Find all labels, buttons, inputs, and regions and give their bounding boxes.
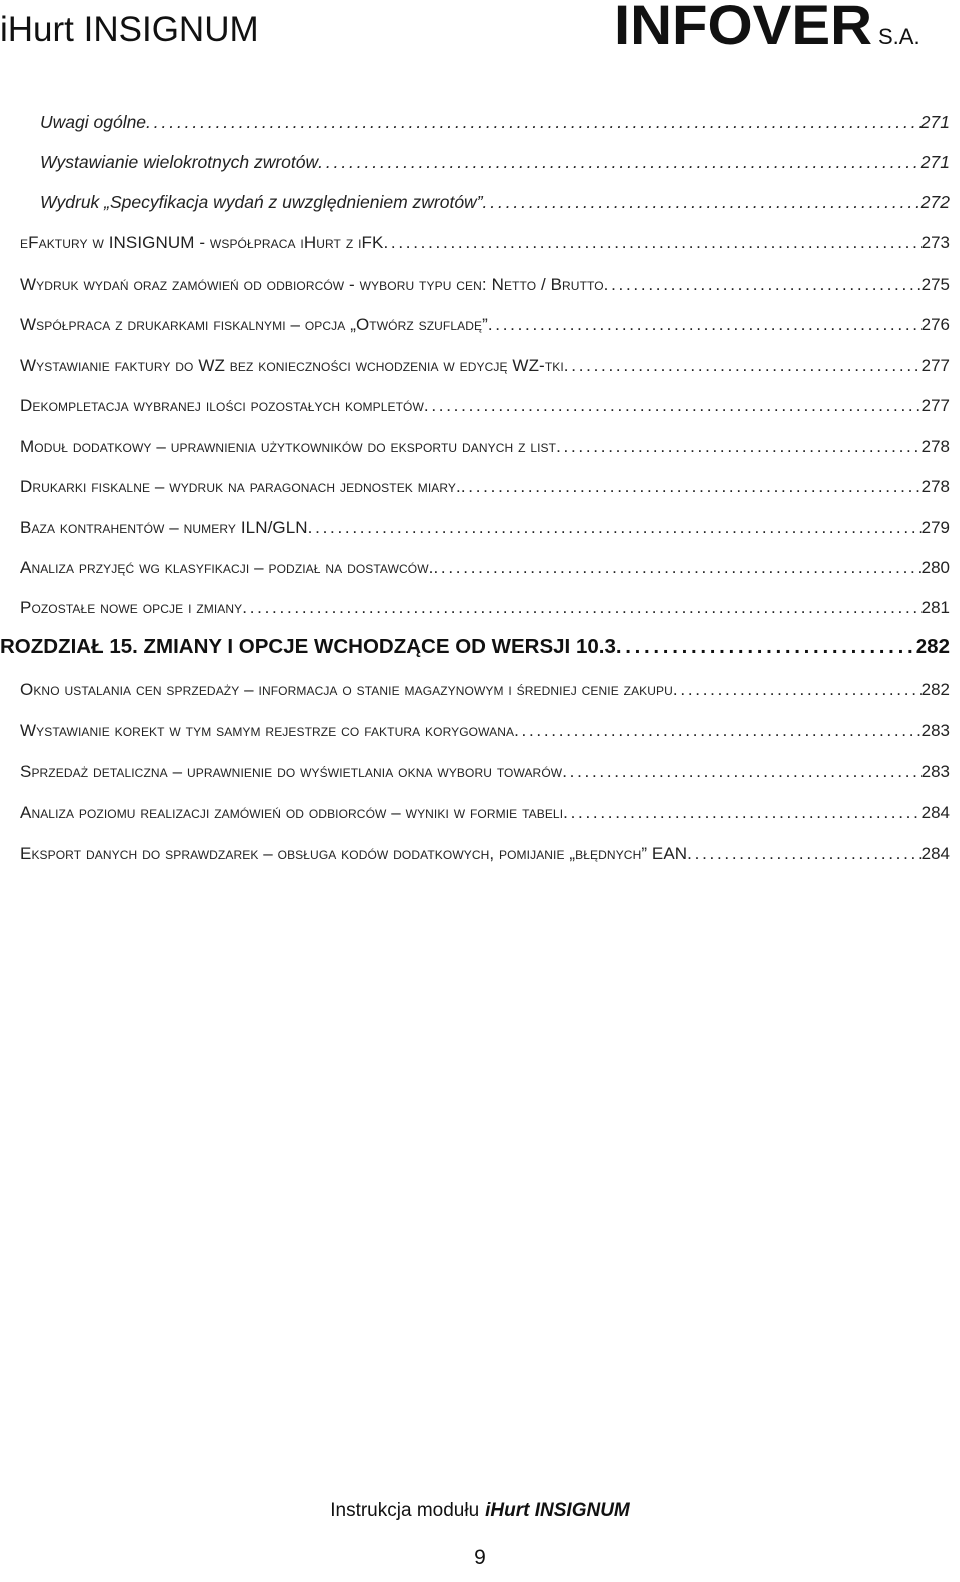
toc-entry-title: Eksport danych do sprawdzarek – obsługa kodów dodatkowych, pomijanie „błędnych” EAN <box>20 844 688 863</box>
toc-entry-page: 278 <box>921 437 950 456</box>
toc-entry-page: 277 <box>921 356 950 375</box>
toc-dot-leader <box>563 803 922 823</box>
toc-dot-leader <box>556 437 922 457</box>
toc-dot-leader <box>242 598 921 618</box>
toc-entry-title: eFaktury w INSIGNUM - współpraca iHurt z iFK <box>20 233 384 252</box>
page-footer <box>0 1500 960 1522</box>
toc-entry-title: Analiza przyjęć wg klasyfikacji – podział na dostawców. <box>20 558 434 577</box>
document-title: iHurt INSIGNUM <box>0 10 259 49</box>
toc-entry-title: Okno ustalania cen sprzedaży – informacja o stanie magazynowym i średniej cenie zakupu <box>20 680 673 699</box>
toc-entry-page: 282 <box>915 635 950 658</box>
toc-dot-leader <box>318 152 921 173</box>
toc-entry-title: Uwagi ogólne <box>40 112 147 132</box>
toc-entry[interactable] <box>40 143 950 173</box>
toc-entry-page: 280 <box>921 558 950 577</box>
toc-entry[interactable] <box>20 670 950 700</box>
toc-entry[interactable] <box>20 346 950 376</box>
toc-entry[interactable] <box>20 508 950 538</box>
infover-logo <box>614 0 932 50</box>
toc-entry-title: Moduł dodatkowy – uprawnienia użytkowników do eksportu danych z list <box>20 437 557 456</box>
toc-entry[interactable] <box>20 386 950 416</box>
toc-entry[interactable] <box>20 223 950 253</box>
toc-entry[interactable] <box>20 752 950 782</box>
toc-dot-leader <box>308 518 922 538</box>
toc-entry-title: Dekompletacja wybranej ilości pozostałych kompletów <box>20 396 424 415</box>
toc-entry[interactable] <box>40 183 950 213</box>
toc-entry-page: 275 <box>921 275 950 294</box>
toc-dot-leader <box>146 112 921 133</box>
toc-dot-leader <box>514 721 922 741</box>
toc-dot-leader <box>488 315 922 335</box>
toc-entry-page: 283 <box>921 721 950 740</box>
page-header <box>0 0 960 60</box>
footer-label: Instrukcja modułu <box>330 1500 480 1521</box>
toc-dot-leader <box>687 844 921 864</box>
toc-entry-title: Baza kontrahentów – numery ILN/GLN <box>20 518 308 537</box>
toc-entry[interactable] <box>0 629 950 659</box>
toc-dot-leader <box>383 233 921 253</box>
toc-entry-page: 282 <box>921 680 950 699</box>
toc-entry-title: Współpraca z drukarkami fiskalnymi – opcja „Otwórz szufladę” <box>20 315 488 334</box>
toc-entry[interactable] <box>20 834 950 864</box>
toc-entry-page: 276 <box>921 315 950 334</box>
toc-entry-page: 271 <box>920 112 950 132</box>
toc-entry-title: Wystawianie wielokrotnych zwrotów <box>40 152 319 172</box>
toc-entry[interactable] <box>20 467 950 497</box>
toc-dot-leader <box>616 635 916 659</box>
toc-entry-title: Wystawianie faktury do WZ bez konieczności wchodzenia w edycję WZ-tki <box>20 356 564 375</box>
toc-entry-title: Wystawianie korekt w tym samym rejestrze co faktura korygowana <box>20 721 515 740</box>
toc-entry[interactable] <box>20 711 950 741</box>
toc-entry-page: 278 <box>921 477 950 496</box>
toc-dot-leader <box>562 762 921 782</box>
footer-product-name: iHurt INSIGNUM <box>485 1500 630 1521</box>
toc-entry[interactable] <box>20 793 950 823</box>
toc-entry-page: 281 <box>921 598 950 617</box>
toc-entry[interactable] <box>20 588 950 618</box>
toc-dot-leader <box>433 558 921 578</box>
toc-dot-leader <box>424 396 922 416</box>
toc-entry-page: 277 <box>921 396 950 415</box>
toc-entry-title: Pozostałe nowe opcje i zmiany <box>20 598 243 617</box>
toc-entry-title: Wydruk „Specyfikacja wydań z uwzględnieniem zwrotów” <box>40 192 483 212</box>
toc-entry-page: 284 <box>921 803 950 822</box>
logo-wordmark: INFOVER <box>614 0 872 50</box>
toc-dot-leader <box>604 275 922 295</box>
toc-dot-leader <box>564 356 922 376</box>
toc-dot-leader <box>483 192 921 213</box>
toc-dot-leader <box>461 477 922 497</box>
toc-entry-page: 272 <box>920 192 950 212</box>
toc-entry-page: 283 <box>921 762 950 781</box>
toc-entry-page: 273 <box>921 233 950 252</box>
toc-entry-title: Analiza poziomu realizacji zamówień od odbiorców – wyniki w formie tabeli <box>20 803 564 822</box>
toc-entry[interactable] <box>20 305 950 335</box>
toc-entry-page: 284 <box>921 844 950 863</box>
toc-entry[interactable] <box>20 265 950 295</box>
toc-entry-page: 279 <box>921 518 950 537</box>
toc-entry-title: ROZDZIAŁ 15. ZMIANY I OPCJE WCHODZĄCE OD WERSJI 10.3 <box>0 635 616 658</box>
toc-entry[interactable] <box>20 427 950 457</box>
toc-entry-page: 271 <box>920 152 950 172</box>
toc-entry-title: Sprzedaż detaliczna – uprawnienie do wyświetlania okna wyboru towarów <box>20 762 563 781</box>
page-number: 9 <box>474 1546 486 1569</box>
toc-entry-title: Wydruk wydań oraz zamówień od odbiorców - wyboru typu cen: Netto / Brutto <box>20 275 604 294</box>
toc-entry[interactable] <box>40 103 950 133</box>
logo-suffix: S.A. <box>878 24 920 49</box>
toc-dot-leader <box>673 680 922 700</box>
toc-entry-title: Drukarki fiskalne – wydruk na paragonach jednostek miary. <box>20 477 461 496</box>
toc-entry[interactable] <box>20 548 950 578</box>
